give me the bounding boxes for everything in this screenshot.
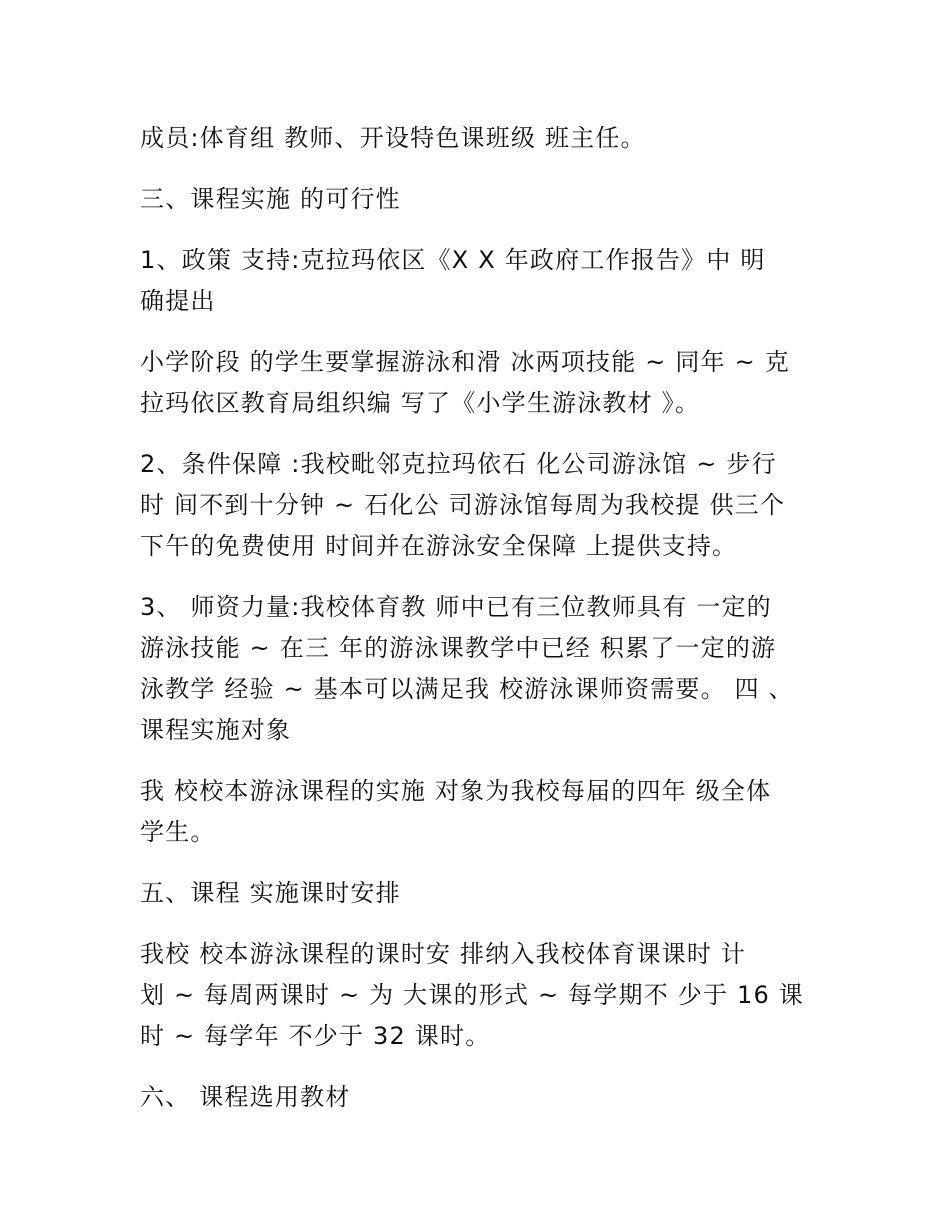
heading-schedule (140, 873, 815, 914)
text-line: 我 校校本游泳课程的实施 对象为我校每届的四年 级全体 (140, 777, 772, 805)
text-line: 我校 校本游泳课程的课时安 排纳入我校体育课课时 计 (140, 940, 747, 968)
paragraph-conditions (140, 444, 815, 567)
text-line: 下午的免费使用 时间并在游泳安全保障 上提供支持。 (140, 532, 738, 560)
text-line: 2、条件保障 :我校毗邻克拉玛依石 化公司游泳馆 ~ 步行 (140, 450, 777, 478)
text-line: 学生。 (140, 818, 216, 846)
text-line: 小学阶段 的学生要掌握游泳和滑 冰两项技能 ~ 同年 ~ 克 (140, 348, 790, 376)
text-line: 游泳技能 ~ 在三 年的游泳课教学中已经 积累了一定的游 (140, 634, 777, 662)
paragraph-target (140, 771, 815, 853)
text-line: 六、 课程选用教材 (140, 1083, 351, 1111)
text-line: 五、课程 实施课时安排 (140, 879, 401, 907)
text-line: 泳教学 经验 ~ 基本可以满足我 校游泳课师资需要。 四 、 (140, 675, 794, 703)
heading-textbook (140, 1077, 815, 1118)
text-line: 时 ~ 每学年 不少于 32 课时。 (140, 1022, 491, 1050)
heading-feasibility (140, 179, 815, 220)
paragraph-teachers (140, 587, 815, 751)
text-line: 课程实施对象 (140, 716, 292, 744)
text-line: 成员:体育组 教师、开设特色课班级 班主任。 (140, 124, 646, 152)
text-line: 拉玛依区教育局组织编 写了《小学生游泳教材 》。 (140, 389, 701, 417)
paragraph-members (140, 118, 815, 159)
paragraph-skills-requirement (140, 342, 815, 424)
text-line: 时 间不到十分钟 ~ 石化公 司游泳馆每周为我校提 供三个 (140, 491, 786, 519)
paragraph-schedule (140, 934, 815, 1057)
text-line: 三、课程实施 的可行性 (140, 185, 401, 213)
text-line: 1、政策 支持:克拉玛依区《X X 年政府工作报告》中 明 (140, 246, 766, 274)
text-line: 确提出 (140, 287, 216, 315)
paragraph-policy-support (140, 240, 815, 322)
text-line: 划 ~ 每周两课时 ~ 为 大课的形式 ~ 每学期不 少于 16 课 (140, 981, 804, 1009)
text-line: 3、 师资力量:我校体育教 师中已有三位教师具有 一定的 (140, 593, 772, 621)
document-body (140, 118, 815, 1138)
